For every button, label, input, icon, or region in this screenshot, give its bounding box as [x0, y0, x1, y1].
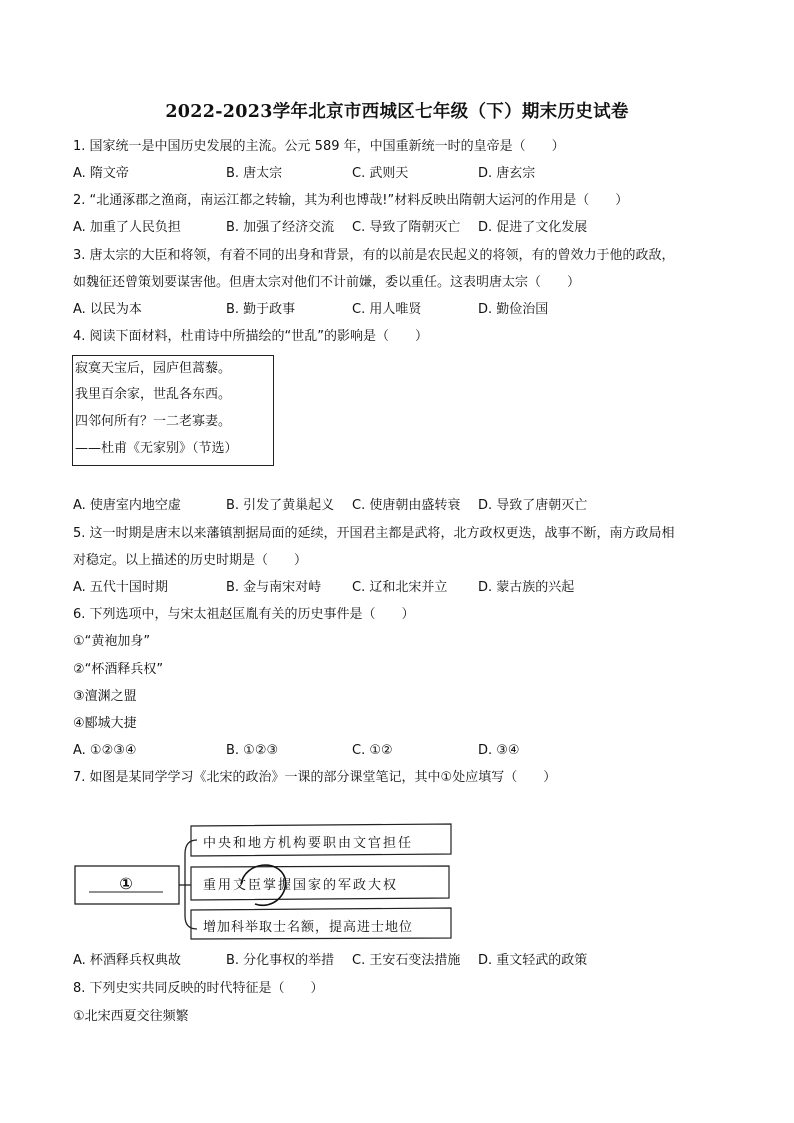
option-a[interactable]: A. 隋文帝 — [73, 166, 129, 181]
question-5-stem-line-2: 对稳定。以上描述的历史时期是（ ） — [73, 553, 308, 568]
option-c[interactable]: C. 辽和北宋并立 — [352, 580, 448, 595]
question-5-options — [73, 579, 753, 597]
branch-text-1: 中央和地方机构要职由文官担任 — [203, 836, 414, 851]
branch-text-3: 增加科举取士名额，提高进士地位 — [203, 920, 414, 935]
question-5-stem-line-1: 5. 这一时期是唐末以来藩镇割据局面的延续，开国君主都是武将，北方政权更迭，战事不断，南方政局相 — [73, 526, 675, 541]
option-b[interactable]: B. 唐太宗 — [226, 166, 283, 181]
question-3-stem-line-2: 如魏征还曾策划要谋害他。但唐太宗对他们不计前嫌，委以重任。这表明唐太宗（ ） — [73, 275, 581, 290]
option-a[interactable]: A. ①②③④ — [73, 743, 137, 758]
option-a[interactable]: A. 加重了人民负担 — [73, 220, 181, 235]
question-4-options — [73, 497, 753, 515]
option-d[interactable]: D. ③④ — [478, 743, 520, 758]
option-b[interactable]: B. 加强了经济交流 — [226, 220, 335, 235]
option-d[interactable]: D. 导致了唐朝灭亡 — [478, 498, 588, 513]
question-8-stem: 8. 下列史实共同反映的时代特征是（ ） — [73, 981, 324, 996]
option-b[interactable]: B. 引发了黄巢起义 — [226, 498, 335, 513]
question-6-item-2: ②“杯酒释兵权” — [73, 662, 164, 677]
option-b[interactable]: B. 金与南宋对峙 — [226, 580, 322, 595]
center-label: ① — [119, 874, 133, 893]
option-c[interactable]: C. 用人唯贤 — [352, 302, 422, 317]
option-c[interactable]: C. 导致了隋朝灭亡 — [352, 220, 461, 235]
option-d[interactable]: D. 蒙古族的兴起 — [478, 580, 575, 595]
question-1-stem: 1. 国家统一是中国历史发展的主流。公元 589 年，中国重新统一时的皇帝是（ ） — [73, 139, 565, 154]
option-d[interactable]: D. 唐玄宗 — [478, 166, 536, 181]
question-6-item-4: ④郾城大捷 — [73, 716, 137, 731]
option-c[interactable]: C. ①② — [352, 743, 393, 758]
option-a[interactable]: A. 以民为本 — [73, 302, 142, 317]
poem-source: ——杜甫《无家别》（节选） — [75, 441, 238, 456]
branch-text-2: 重用文臣掌握国家的军政大权 — [203, 878, 399, 893]
option-b[interactable]: B. 勤于政事 — [226, 302, 296, 317]
option-c[interactable]: C. 王安石变法措施 — [352, 953, 461, 968]
question-1-options — [73, 165, 753, 183]
option-d[interactable]: D. 重文轻武的政策 — [478, 953, 588, 968]
question-6-options — [73, 742, 753, 760]
question-2-stem: 2. “北通涿郡之渔商，南运江都之转输，其为利也博哉!”材料反映出隋朝大运河的作用是（ ） — [73, 193, 629, 208]
poem-line-1: 寂寞天宝后，园庐但蒿藜。 — [75, 361, 232, 376]
poem-line-3: 四邻何所有？一二老寡妻。 — [75, 414, 232, 429]
option-a[interactable]: A. 使唐室内地空虚 — [73, 498, 181, 513]
question-3-options — [73, 301, 753, 319]
question-8-item-1: ①北宋西夏交往频繁 — [73, 1009, 189, 1024]
option-c[interactable]: C. 使唐朝由盛转衰 — [352, 498, 461, 513]
poem-quote-box — [72, 355, 274, 466]
page-title: 2022-2023学年北京市西城区七年级（下）期末历史试卷 — [165, 102, 629, 122]
option-b[interactable]: B. 分化事权的举措 — [226, 953, 335, 968]
question-6-item-1: ①“黄袍加身” — [73, 634, 151, 649]
question-3-stem-line-1: 3. 唐太宗的大臣和将领，有着不同的出身和背景，有的以前是农民起义的将领，有的曾效力于他的政敌， — [73, 248, 675, 263]
notes-diagram — [73, 822, 463, 940]
question-6-item-3: ③澶渊之盟 — [73, 689, 137, 704]
question-7-stem: 7. 如图是某同学学习《北宋的政治》一课的部分课堂笔记，其中①处应填写（ ） — [73, 770, 557, 785]
poem-line-2: 我里百余家，世乱各东西。 — [75, 387, 232, 402]
option-d[interactable]: D. 促进了文化发展 — [478, 220, 588, 235]
question-2-options — [73, 219, 753, 237]
option-a[interactable]: A. 杯酒释兵权典故 — [73, 953, 181, 968]
option-d[interactable]: D. 勤俭治国 — [478, 302, 549, 317]
option-c[interactable]: C. 武则天 — [352, 166, 409, 181]
question-4-stem: 4. 阅读下面材料，杜甫诗中所描绘的“世乱”的影响是（ ） — [73, 329, 429, 344]
question-6-stem: 6. 下列选项中，与宋太祖赵匡胤有关的历史事件是（ ） — [73, 607, 415, 622]
option-b[interactable]: B. ①②③ — [226, 743, 279, 758]
question-7-options — [73, 952, 753, 970]
option-a[interactable]: A. 五代十国时期 — [73, 580, 168, 595]
